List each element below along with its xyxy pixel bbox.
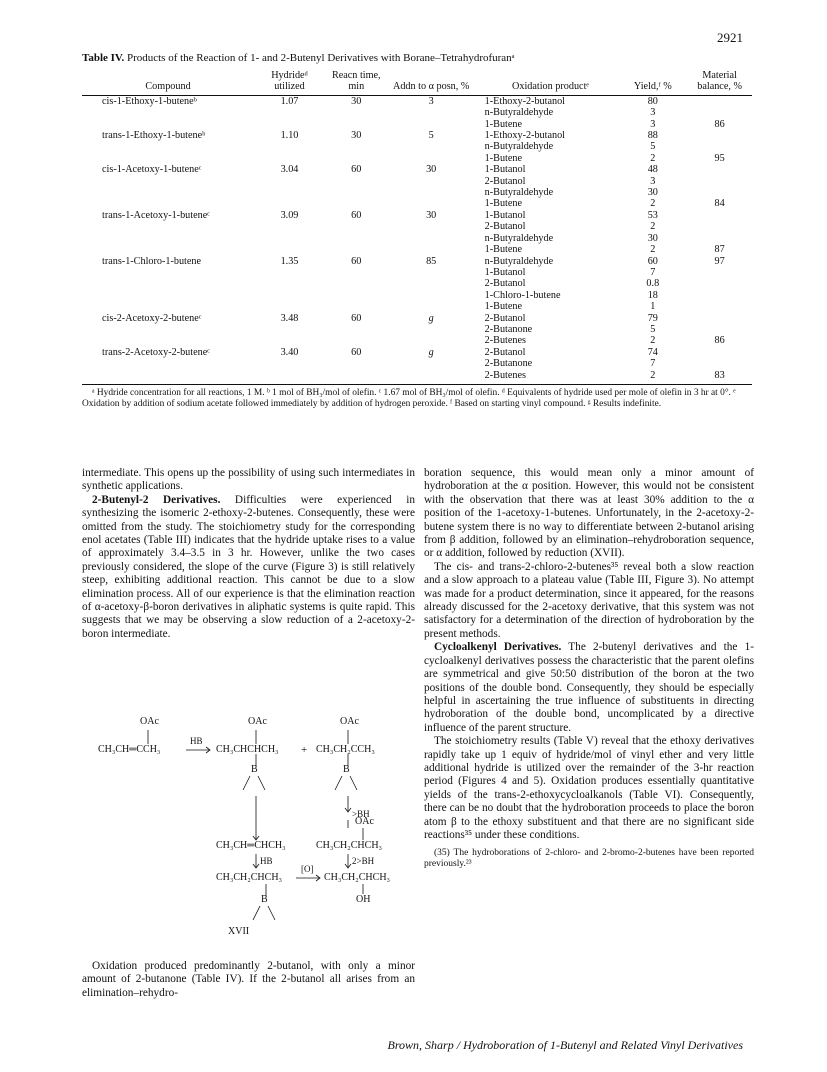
cell-product: 1-Butanol [484,164,526,176]
table-row [82,141,752,152]
cell-empty [82,107,256,118]
scheme-label: XVII [228,926,250,937]
cell-empty [256,153,323,164]
table-row [82,130,752,141]
cell-product: 1-Butanol [484,266,526,278]
cell-product: 2-Butenes [484,335,526,347]
cell-yield: 18 [647,289,658,301]
cell-addn: g [428,346,434,358]
cell-empty [390,370,473,385]
cell-empty [82,187,256,198]
cell-reacn-time: 30 [351,95,362,107]
col-header-yield: Yield,ᶠ % [618,69,687,95]
cell-compound: trans-1-Chloro-1-butene [102,255,202,267]
cell-empty [390,221,473,232]
cell-empty [323,153,390,164]
col-header-hydride: Hydrideᵈ utilized [256,69,323,95]
cell-balance [687,290,752,301]
cell-reacn-time: 60 [351,312,362,324]
cell-yield: 2 [650,221,656,233]
cell-empty [323,278,390,289]
left-column [82,467,415,641]
oh-label: OH [356,894,371,905]
oac-label-2: OAc [248,716,267,727]
cell-empty [323,221,390,232]
paragraph: The stoichiometry results (Table V) reveal that the ethoxy derivatives rapidly take up 1 equiv of hydride/mol of vinyl ether and very little additional hydride is utilized over the remainder of the 3-hr reaction period (Figures 4 and 5). Oxidation produces essentially quantitative yields of the trans-2-ethoxycycloalkanols (Table VI). Consequently, there can be no doubt that the hydroboration proceeds to place the boron atom β to the ethoxy substituent and that there are no significant side reactions³⁵ under these conditions. [424,735,754,841]
plus-sign: + [301,744,308,756]
cell-compound: trans-1-Ethoxy-1-buteneᵇ [102,130,206,142]
table-row [82,370,752,385]
table-row [82,153,752,164]
table-row [82,176,752,187]
cell-empty [256,358,323,369]
table-title: Products of the Reaction of 1- and 2-Butenyl Derivatives with Borane–Tetrahydrofuranᵃ [126,52,515,64]
cell-empty [82,301,256,312]
cell-empty [390,290,473,301]
col-header-reacn: Reacn time, min [323,69,390,95]
right-column [424,467,754,870]
paragraph: The cis- and trans-2-chloro-2-butenes³⁵ reveal both a slow reaction and a slow approach to a plateau value (Table III, Figure 3). No attempt was made for a product determination, since it appeared, for the reasons already discussed for the 2-acetoxy derivative, that this system was not satisfactory for a determination of the direction of hydroboration by the present methods. [424,560,754,640]
cell-empty [323,141,390,152]
cell-balance [687,267,752,278]
table-row [82,119,752,130]
cell-balance: 83 [687,370,752,385]
paragraph-text: The 2-butenyl derivatives and the 1-cycloalkenyl derivatives possess the characteristic that the parent olefins are symmetrical and give 50:50 distribution of the boron at the two positions of the double bond. Consequently, they should be especially helpful in ascertaining the true influence of substituents in directing hydroboration of the double bond, uncomplicated by a directive influence of the parent structure. [424,641,754,734]
cell-reacn-time: 60 [351,164,362,176]
cell-yield: 88 [647,130,658,142]
cell-empty [323,370,390,385]
cell-reacn-time: 60 [351,255,362,267]
boron-label-1: B [251,764,258,775]
table-row [82,107,752,118]
oac-label-4: OAc [355,816,374,827]
cell-product: 2-Butanol [484,346,526,358]
cell-reacn-time: 30 [351,130,362,142]
cell-empty [82,324,256,335]
table-row [82,244,752,255]
cell-balance: 86 [714,118,725,130]
cell-balance: 97 [714,255,725,267]
cell-empty [82,141,256,152]
cell-empty [82,335,256,346]
cell-hydride: 3.48 [280,312,299,324]
cell-addn: 85 [426,255,437,267]
cell-product: 1-Chloro-1-butene [484,289,561,301]
paragraph: Oxidation produced predominantly 2-butanol, with only a minor amount of 2-butanone (Table IV). If the 2-butanol all arises from an elimination–rehydro- [82,960,415,999]
cell-empty [82,119,256,130]
cell-balance [687,187,752,198]
cell-product: n-Butyraldehyde [484,232,554,244]
cell-empty [256,290,323,301]
paragraph-cycloalkenyl [424,641,754,735]
cell-yield: 80 [647,95,658,107]
table-row [82,278,752,289]
cell-empty [256,176,323,187]
cell-balance [687,313,752,324]
cell-addn: 30 [426,209,437,221]
cell-balance: 84 [714,198,725,210]
cell-product: 1-Butene [484,198,522,210]
cell-yield: 2 [650,152,656,164]
cell-yield: 74 [647,346,658,358]
page-number: 2921 [717,30,743,45]
cell-balance [687,95,752,107]
cell-yield: 30 [647,232,658,244]
cell-product: 2-Butanol [484,312,526,324]
cell-empty [82,278,256,289]
cell-product: 1-Ethoxy-2-butanol [484,95,566,107]
product-2-acetoxybutane: CH₃CH₂CHCH₃ [316,840,383,851]
cell-compound: trans-1-Acetoxy-1-buteneᶜ [102,209,210,221]
cell-yield: 7 [650,358,656,370]
cell-empty [390,358,473,369]
cell-yield: 79 [647,312,658,324]
cell-empty [256,278,323,289]
cell-balance [687,324,752,335]
cell-empty [256,301,323,312]
table-body [82,95,752,384]
table-row [82,233,752,244]
table-row [82,301,752,312]
cell-empty [390,244,473,255]
table-row [82,347,752,358]
reagent-hb-2: HB [260,856,273,866]
intermediate-beta: CH₃CH₂CCH₃ [316,744,375,755]
table-row [82,210,752,221]
section-heading: Cycloalkenyl Derivatives. [434,641,562,654]
cell-empty [390,301,473,312]
cell-empty [323,335,390,346]
paragraph: intermediate. This opens up the possibility of using such intermediates in synthetic applications. [82,467,415,493]
cell-empty [390,267,473,278]
reagent-hb-1: HB [190,736,203,746]
cell-empty [256,187,323,198]
cell-empty [256,244,323,255]
oac-label-3: OAc [340,716,359,727]
cell-product: 1-Butene [484,152,522,164]
col-header-balance: Material balance, % [687,69,752,95]
cell-product: n-Butyraldehyde [484,187,554,199]
cell-addn: 5 [428,130,434,142]
reactant-2-acetoxy-2-butene: CH₃CH═CCH₃ [98,744,161,755]
cell-empty [256,233,323,244]
cell-product: 1-Butanol [484,209,526,221]
table-footnote: ᵃ Hydride concentration for all reactions, 1 M. ᵇ 1 mol of BH₃/mol of olefin. ᶜ 1.67 mol of BH₃/mol of olefin. ᵈ Equivalents of hydride used per mole of olefin in 3 hr at 0°. ᵉ Oxidation by addition of sodium acetate followed immediately by addition of hydrogen peroxide. ᶠ Based on starting vinyl compound. ᵍ Results indefinite. [82,387,736,409]
product-2-butanol: CH₃CH₂CHCH₃ [324,872,391,883]
cell-empty [256,141,323,152]
paragraph: boration sequence, this would mean only a minor amount of hydroboration at the α position. However, this would not be consistent with the observation that there was at least 30% addition to the α position of the 1-acetoxy-1-butenes. Unfortunately, in the 2-acetoxy-2-butene system there is no way to differentiate between 2-butanol arising from β addition, followed by an elimination–rehydroboration sequence, or α addition, followed by reduction (XVII). [424,467,754,560]
cell-hydride: 1.10 [280,130,299,142]
cell-balance [687,107,752,118]
col-header-compound: Compound [82,69,256,95]
cell-product: 2-Butanol [484,278,526,290]
cell-yield: 53 [647,209,658,221]
cell-product: 1-Butene [484,118,522,130]
paragraph-2-butenyl [82,494,415,641]
cell-hydride: 3.09 [280,209,299,221]
table-row [82,95,752,107]
cell-empty [323,187,390,198]
cell-addn: g [428,312,434,324]
cell-yield: 2 [650,335,656,347]
cell-addn: 30 [426,164,437,176]
cell-reacn-time: 60 [351,209,362,221]
cell-empty [256,324,323,335]
cell-empty [256,107,323,118]
cell-empty [323,233,390,244]
table-row [82,198,752,209]
cell-yield: 30 [647,187,658,199]
cell-empty [323,107,390,118]
cell-empty [390,119,473,130]
cell-empty [256,267,323,278]
cell-hydride: 3.40 [280,346,299,358]
cell-empty [82,221,256,232]
product-2-butene: CH₃CH═CHCH₃ [216,840,286,851]
cell-empty [323,301,390,312]
cell-empty [323,119,390,130]
cell-empty [256,198,323,209]
cell-yield: 5 [650,323,656,335]
cell-balance [687,130,752,141]
table-row [82,324,752,335]
table-row [82,267,752,278]
cell-yield: 2 [650,244,656,256]
col-header-addn: Addn to α posn, % [390,69,473,95]
cell-empty [82,233,256,244]
table-row [82,164,752,175]
cell-empty [323,244,390,255]
cell-product: 2-Butenes [473,370,619,385]
table-iv [82,52,752,410]
cell-empty [323,358,390,369]
cell-product: 1-Butene [484,244,522,256]
oac-label-1: OAc [140,716,159,727]
cell-yield: 1 [650,301,656,313]
table-caption [82,52,752,64]
cell-product: 1-Ethoxy-2-butanol [484,130,566,142]
cell-balance [687,176,752,187]
cell-empty [323,176,390,187]
cell-empty [82,267,256,278]
col-header-product: Oxidation productᵉ [473,69,619,95]
cell-empty [390,324,473,335]
cell-product: 2-Butanol [484,221,526,233]
cell-product: 1-Butene [484,301,522,313]
cell-empty [323,324,390,335]
table-row [82,256,752,267]
cell-empty [82,290,256,301]
table-row [82,221,752,232]
cell-empty [82,153,256,164]
cell-balance: 86 [714,335,725,347]
cell-empty [390,198,473,209]
cell-balance [687,278,752,289]
cell-empty [256,335,323,346]
boron-label-2: B [343,764,350,775]
cell-empty [323,198,390,209]
cell-balance [687,358,752,369]
cell-balance [687,164,752,175]
cell-balance [687,347,752,358]
running-footer: Brown, Sharp / Hydroboration of 1-Butenyl and Related Vinyl Derivatives [387,1038,743,1052]
cell-empty [390,187,473,198]
cell-product: n-Butyraldehyde [484,107,554,119]
reagent-2bh: 2>BH [352,856,375,866]
organoborane: CH₃CH₂CHCH₃ [216,872,283,883]
cell-empty [323,290,390,301]
cell-reacn-time: 60 [351,346,362,358]
cell-balance [687,301,752,312]
cell-empty [390,278,473,289]
cell-product: 2-Butanone [484,358,533,370]
cell-empty [323,267,390,278]
cell-empty [390,335,473,346]
cell-yield: 48 [647,164,658,176]
products-table [82,69,752,385]
cell-empty [390,153,473,164]
cell-empty [82,198,256,209]
cell-yield: 0.8 [646,278,660,290]
cell-empty [256,119,323,130]
cell-yield: 5 [650,141,656,153]
cell-balance [687,233,752,244]
cell-yield: 3 [650,175,656,187]
table-row [82,335,752,346]
boron-label-3: B [261,894,268,905]
cell-empty [390,141,473,152]
intermediate-alpha: CH₃CHCHCH₃ [216,744,279,755]
left-column-bottom [82,960,415,1000]
cell-balance: 87 [714,244,725,256]
reagent-bh: >BH [352,809,370,819]
cell-compound: trans-2-Acetoxy-2-buteneᶜ [102,346,210,358]
cell-product: n-Butyraldehyde [484,255,554,267]
cell-balance [687,141,752,152]
reaction-scheme-xvii [98,716,391,956]
cell-product: 2-Butanol [484,175,526,187]
cell-empty [256,370,323,385]
table-row [82,290,752,301]
cell-empty [82,370,256,385]
cell-compound: cis-2-Acetoxy-2-buteneᶜ [102,312,202,324]
cell-balance [687,210,752,221]
cell-yield: 7 [650,266,656,278]
paragraph-text: Difficulties were experienced in synthesizing the isomeric 2-ethoxy-2-butenes. Consequently, these were omitted from the study. The stoichiometry study for the corresponding enol acetates (Table III) indicates that the hydride uptake rises to a value of approximately 3.4–3.5 in 3 hr. However, unlike the two cases previously considered, the slope of the curve (Figure 3) is still relatively steep, exhibiting additional reaction. This cannot be due to a slow elimination process. All of our experience is that the elimination reaction of α-acetoxy-β-boron derivatives in aliphatic systems is quite rapid. This suggests that we may be observing a slow reduction of a 2-acetoxy-2-boron intermediate. [82,493,415,640]
cell-empty [390,233,473,244]
oxidation-label: [O] [301,864,314,874]
cell-yield: 2 [650,198,656,210]
cell-product: n-Butyraldehyde [484,141,554,153]
table-row [82,313,752,324]
table-row [82,187,752,198]
cell-yield: 60 [647,255,658,267]
cell-yield: 3 [650,107,656,119]
cell-empty [82,176,256,187]
cell-hydride: 3.04 [280,164,299,176]
cell-product: 2-Butanone [484,323,533,335]
cell-yield: 2 [618,370,687,385]
cell-balance [687,221,752,232]
table-row [82,358,752,369]
cell-compound: cis-1-Acetoxy-1-buteneᶜ [102,164,202,176]
cell-balance: 95 [714,152,725,164]
cell-empty [256,221,323,232]
section-heading: 2-Butenyl-2 Derivatives. [92,493,221,506]
cell-addn: 3 [428,95,434,107]
cell-compound: cis-1-Ethoxy-1-buteneᵇ [102,95,197,107]
cell-empty [82,244,256,255]
table-label: Table IV. [82,52,125,64]
cell-yield: 3 [650,118,656,130]
cell-empty [390,107,473,118]
cell-empty [390,176,473,187]
cell-hydride: 1.35 [280,255,299,267]
reference-35: (35) The hydroborations of 2-chloro- and 2-bromo-2-butenes have been reported previously.²³ [424,848,754,870]
cell-hydride: 1.07 [280,95,299,107]
cell-empty [82,358,256,369]
